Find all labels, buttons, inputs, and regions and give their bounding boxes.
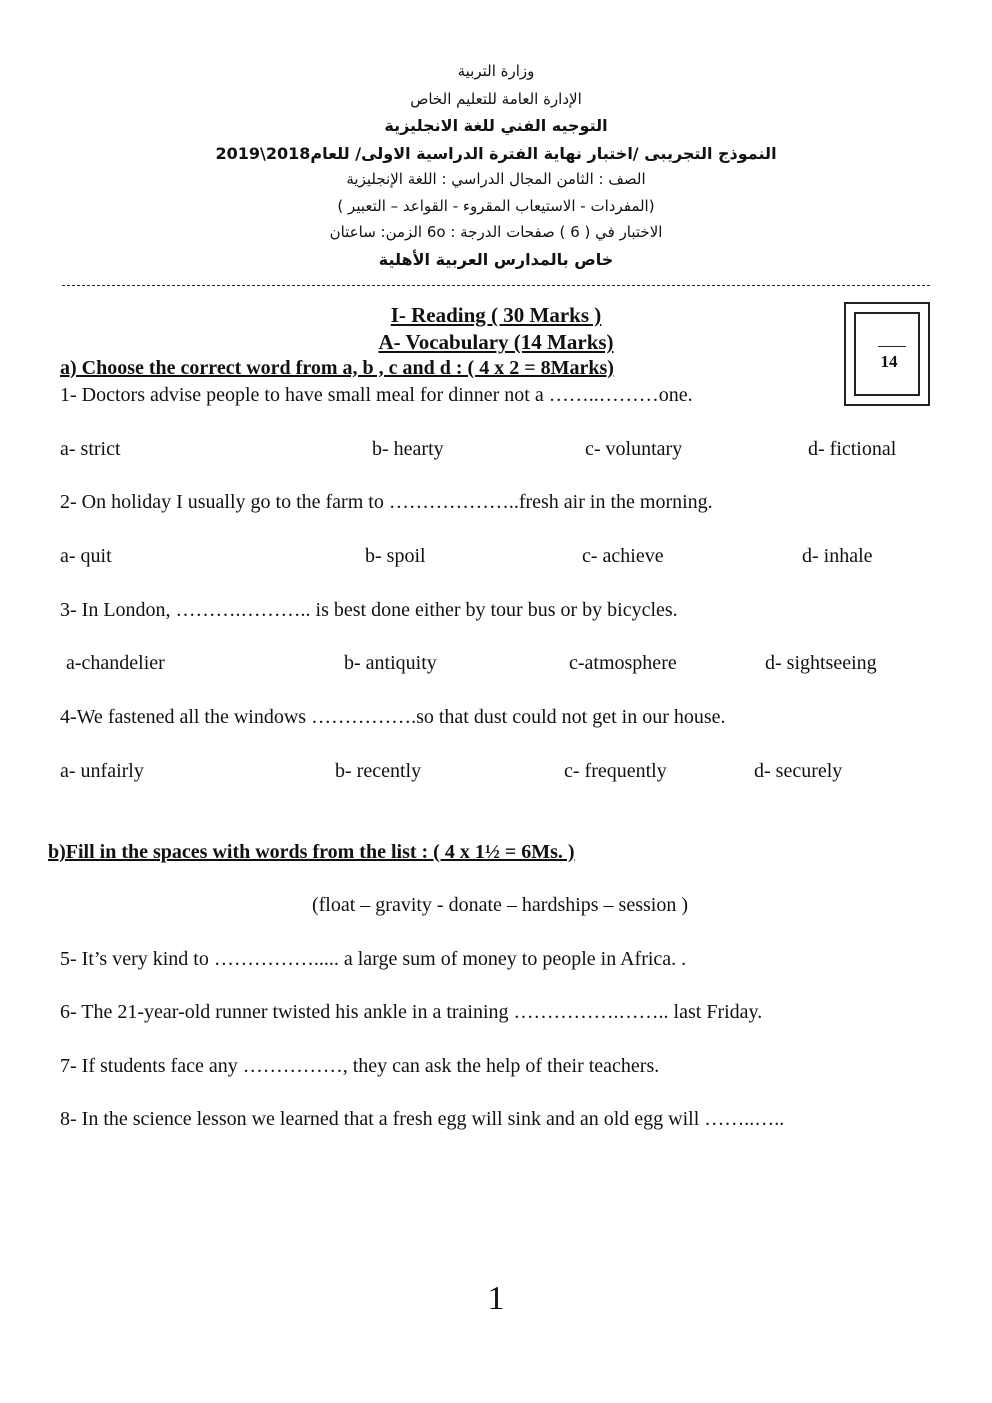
q2-option-c: c- achieve [582,545,664,567]
question-3: 3- In London, ……….……….. is best done either by tour bus or by bicycles. [60,599,678,621]
header-supervision: التوجيه الفني للغة الانجليزية [384,116,608,135]
q1-option-a: a- strict [60,438,121,460]
header-private-schools: خاص بالمدارس العربية الأهلية [378,250,614,269]
question-8: 8- In the science lesson we learned that a fresh egg will sink and an old egg will ……..….. [60,1108,785,1130]
part-a-instruction: a) Choose the correct word from a, b , c and d : ( 4 x 2 = 8Marks) [60,357,614,379]
q2-option-d: d- inhale [802,545,873,567]
q4-option-a: a- unfairly [60,760,144,782]
page-number: 1 [487,1280,505,1317]
section-title: I- Reading ( 30 Marks ) [390,303,602,327]
q1-option-b: b- hearty [372,438,444,460]
q3-option-c: c-atmosphere [569,652,677,674]
q3-option-a: a-chandelier [66,652,165,674]
header-ministry: وزارة التربية [457,62,535,80]
question-2: 2- On holiday I usually go to the farm to ………………..fresh air in the morning. [60,491,713,513]
q1-option-d: d- fictional [808,438,897,460]
q4-option-b: b- recently [335,760,422,782]
header-components: (المفردات - الاستيعاب المقروء - القواعد – التعبير ) [337,197,655,215]
word-list: (float – gravity - donate – hardships – session ) [311,894,689,916]
q2-option-b: b- spoil [365,545,426,567]
q4-option-c: c- frequently [564,760,667,782]
q1-option-c: c- voluntary [585,438,683,460]
q3-option-b: b- antiquity [344,652,437,674]
header-department: الإدارة العامة للتعليم الخاص [410,90,582,108]
q3-option-d: d- sightseeing [765,652,877,674]
question-6: 6- The 21-year-old runner twisted his ankle in a training …………….…….. last Friday. [60,1001,763,1023]
score-box-value: 14 [880,352,898,371]
q4-option-d: d- securely [754,760,843,782]
dashed-divider [62,285,930,286]
question-5: 5- It’s very kind to ……………..... a large sum of money to people in Africa. . [60,948,687,970]
header-pages-time: الاختبار في ( 6 ) صفحات الدرجة : 6o الزمن: ساعتان [329,223,663,241]
header-exam-title: النموذج التجريبى /اختبار نهاية الفترة الدراسية الاولى/ للعام2018\2019 [215,144,777,163]
question-4: 4-We fastened all the windows …………….so that dust could not get in our house. [60,706,726,728]
question-1: 1- Doctors advise people to have small meal for dinner not a ……..………one. [60,384,693,406]
section-subtitle: A- Vocabulary (14 Marks) [378,330,614,354]
question-7: 7- If students face any ……………, they can ask the help of their teachers. [60,1055,660,1077]
q2-option-a: a- quit [60,545,112,567]
part-b-instruction: b)Fill in the spaces with words from the list : ( 4 x 1½ = 6Ms. ) [48,841,575,863]
header-grade-subject: الصف : الثامن المجال الدراسي : اللغة الإنجليزية [346,170,646,188]
